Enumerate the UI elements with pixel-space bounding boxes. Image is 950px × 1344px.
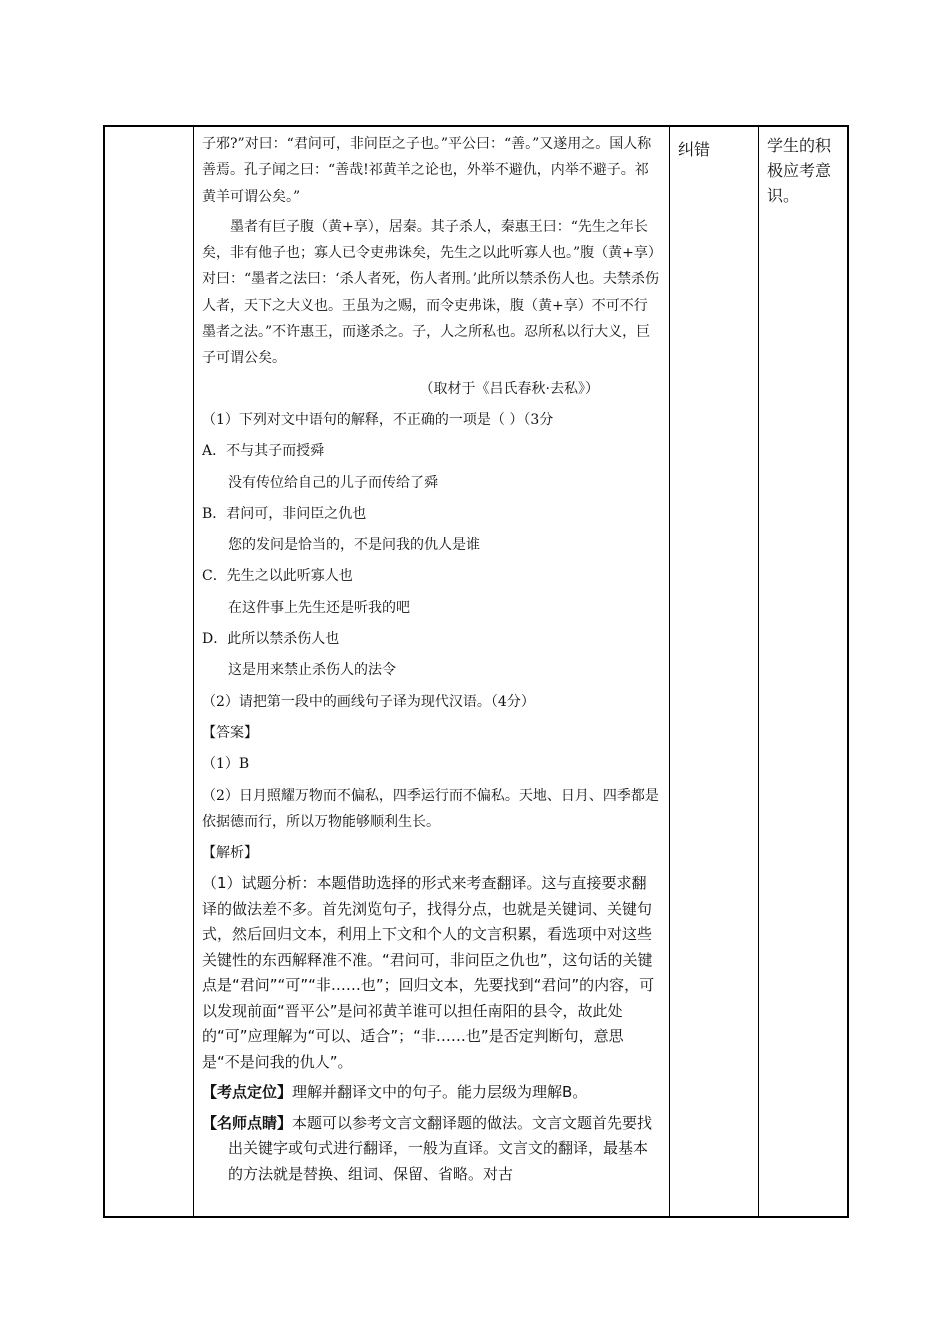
kaodian-line [202, 1080, 661, 1106]
question-2-stem: （2）请把第一段中的画线句子译为现代汉语。（4分） [202, 693, 535, 710]
table-column-content [194, 127, 670, 1216]
option-a: A．不与其子而授舜 [202, 443, 325, 460]
option-d: D．此所以禁杀伤人也 [202, 631, 340, 648]
table-column-intent [759, 127, 847, 1216]
mingshi-text: 本题可以参考文言文翻译题的做法。文言文题首先要找出关键字或句式进行翻译，一般为直译。文言文的翻译，最基本的方法就是替换、组词、保留、省略。对古 [228, 1113, 653, 1183]
analysis-body: （1）试题分析：本题借助选择的形式来考查翻译。这与直接要求翻译的做法差不多。首先浏览句子，找得分点，也就是关键词、关键句式，然后回归文本，利用上下文和个人的文言积累，看选项中对这些关键性的东西解释准不准。“君问可，非问臣之仇也”，这句话的关键点是“君问”“可”“非……也”；回归文本，先要找到“君问”的内容，可以发现前面“晋平公”是问祁黄羊谁可以担任南阳的县令，故此处的“可”应理解为“可以、适合”；“非……也”是否定判断句，意思是“不是问我的仇人”。 [202, 874, 655, 1071]
option-c-explain: 在这件事上先生还是听我的吧 [228, 599, 410, 616]
question-1-stem: （1）下列对文中语句的解释，不正确的一项是（ ）（3分 [202, 411, 554, 428]
kaodian-label: 【考点定位】 [202, 1083, 293, 1102]
passage-source: （取材于《吕氏春秋·去私》） [419, 380, 599, 397]
mingshi-label: 【名师点睛】 [202, 1113, 293, 1132]
option-a-explain: 没有传位给自己的儿子而传给了舜 [228, 474, 438, 491]
table-column-empty [105, 127, 194, 1216]
correction-text: 纠错 [678, 140, 711, 159]
analysis-header: 【解析】 [202, 845, 258, 862]
lesson-table [103, 125, 849, 1218]
option-b-explain: 您的发问是恰当的，不是问我的仇人是谁 [228, 537, 480, 554]
intent-text: 学生的积极应考意识。 [767, 136, 832, 205]
mingshi-line [202, 1111, 661, 1188]
answer-2: （2）日月照耀万物而不偏私，四季运行而不偏私。天地、日月、四季都是依据德而行，所以万物能够顺利生长。 [202, 787, 659, 830]
passage-paragraph-2: 墨者有巨子腹（黄+享），居秦。其子杀人，秦惠王曰：“先生之年长矣，非有他子也；寡人已令吏弗诛矣，先生之以此听寡人也。”腹（黄+享）对曰：“墨者之法曰：‘杀人者死，伤人者刑。’此所以禁杀伤人也。夫禁杀伤人者，天下之大义也。王虽为之赐，而令吏弗诛，腹（黄+享）不可不行墨者之法。”不许惠王，而遂杀之。子，人之所私也。忍所私以行大义，巨子可谓公矣。 [202, 218, 660, 367]
option-b: B．君问可，非问臣之仇也 [202, 505, 367, 522]
answer-header: 【答案】 [202, 724, 258, 741]
passage-paragraph-1: 子邪?”对曰：“君问可，非问臣之子也。”平公曰：“善。”又遂用之。国人称善焉。孔子闻之曰：“善哉!祁黄羊之论也，外举不避仇，内举不避子。祁黄羊可谓公矣。” [202, 136, 652, 205]
table-column-correction [670, 127, 759, 1216]
kaodian-text: 理解并翻译文中的句子。能力层级为理解B。 [292, 1083, 588, 1102]
option-d-explain: 这是用来禁止杀伤人的法令 [228, 662, 396, 679]
answer-1: （1）B [202, 756, 250, 773]
option-c: C．先生之以此听寡人也 [202, 568, 353, 585]
